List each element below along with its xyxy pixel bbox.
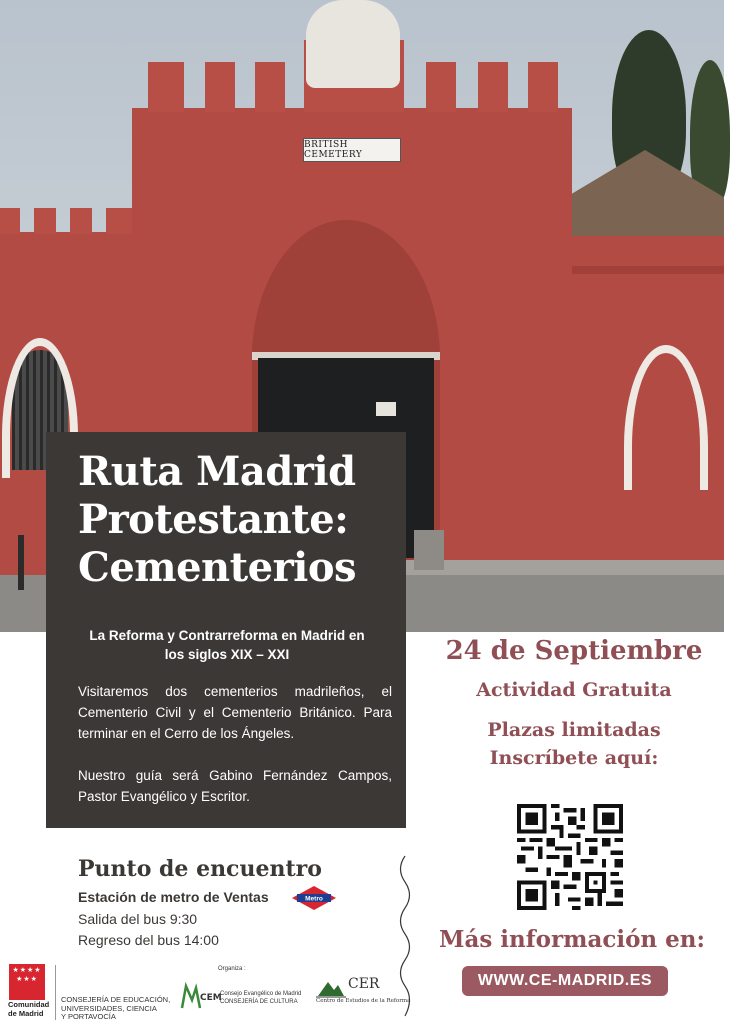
battlement (70, 208, 92, 234)
battlement (148, 62, 184, 112)
battlement (528, 62, 558, 112)
bus-return: Regreso del bus 14:00 (78, 932, 219, 948)
description-paragraph: Nuestro guía será Gabino Fernández Campos, Pastor Evangélico y Escritor. (78, 768, 392, 804)
department-name (61, 996, 170, 1022)
department-line: UNIVERSIDADES, CIENCIA (61, 1003, 157, 1013)
right-wall-band (565, 266, 724, 274)
metro-logo-icon (292, 886, 336, 910)
department-line: CONSEJERÍA DE EDUCACIÓN, (61, 995, 171, 1004)
meeting-point-heading: Punto de encuentro (78, 856, 322, 882)
free-activity: Actividad Gratuita (476, 679, 672, 701)
department-line: Y PORTAVOCÍA (61, 1012, 116, 1021)
battlement (0, 208, 20, 234)
battlement (478, 62, 508, 112)
royal-crest (306, 0, 400, 88)
more-info-heading: Más información en: (438, 926, 706, 953)
battlement (426, 62, 456, 112)
page-title (78, 448, 408, 592)
bollard (18, 535, 24, 590)
cemetery-sign: BRITISH CEMETERY (303, 138, 401, 162)
event-date: 24 de Septiembre (445, 636, 703, 666)
cem-logo-label: CEM (200, 993, 222, 1003)
registration-note (424, 716, 724, 772)
description-paragraph: Visitaremos dos cementerios madrileños, el Cementerio Civil y el Cementerio Británico. Para terminar en el Cerro de los Ángeles. (78, 684, 392, 741)
cer-name: CER (348, 976, 380, 992)
stone-post (414, 530, 444, 570)
subtitle-line: los siglos XIX – XXI (164, 647, 290, 662)
region-name-line: de Madrid (8, 1009, 44, 1018)
cem-logo-icon (176, 982, 222, 1010)
battlement (255, 62, 285, 112)
cem-line: CONSEJERÍA DE CULTURA (220, 999, 298, 1005)
places-line: Plazas limitadas (487, 719, 661, 741)
description (78, 681, 392, 828)
footer-divider (55, 965, 56, 1020)
organizer-label: Organiza : (218, 966, 246, 972)
wavy-divider (394, 856, 416, 1016)
battlement (205, 62, 235, 112)
stars-icon: ★★★★ ★★★ (12, 966, 42, 983)
cem-line: Consejo Evangélico de Madrid (220, 991, 302, 997)
metro-logo-label: Metro (305, 895, 323, 903)
battlement (34, 208, 56, 234)
cer-subtitle: Centro de Estudios de la Reforma (316, 998, 411, 1004)
title-line: Ruta Madrid (78, 448, 356, 495)
cem-name (220, 990, 301, 1006)
gate-notice (376, 402, 396, 416)
subtitle-line: La Reforma y Contrarreforma en Madrid en (89, 628, 365, 643)
places-line: Inscríbete aquí: (489, 747, 659, 769)
title-line: Cementerios (78, 544, 357, 591)
region-name-line: Comunidad (8, 1000, 50, 1009)
title-line: Protestante: (78, 496, 349, 543)
subtitle (60, 626, 394, 664)
qr-code[interactable] (517, 804, 623, 910)
meeting-station: Estación de metro de Ventas (78, 889, 269, 905)
cer-logo-icon (316, 976, 346, 998)
region-name (8, 1000, 49, 1018)
website-link[interactable]: WWW.CE-MADRID.ES (462, 966, 668, 996)
bus-departure: Salida del bus 9:30 (78, 911, 198, 927)
